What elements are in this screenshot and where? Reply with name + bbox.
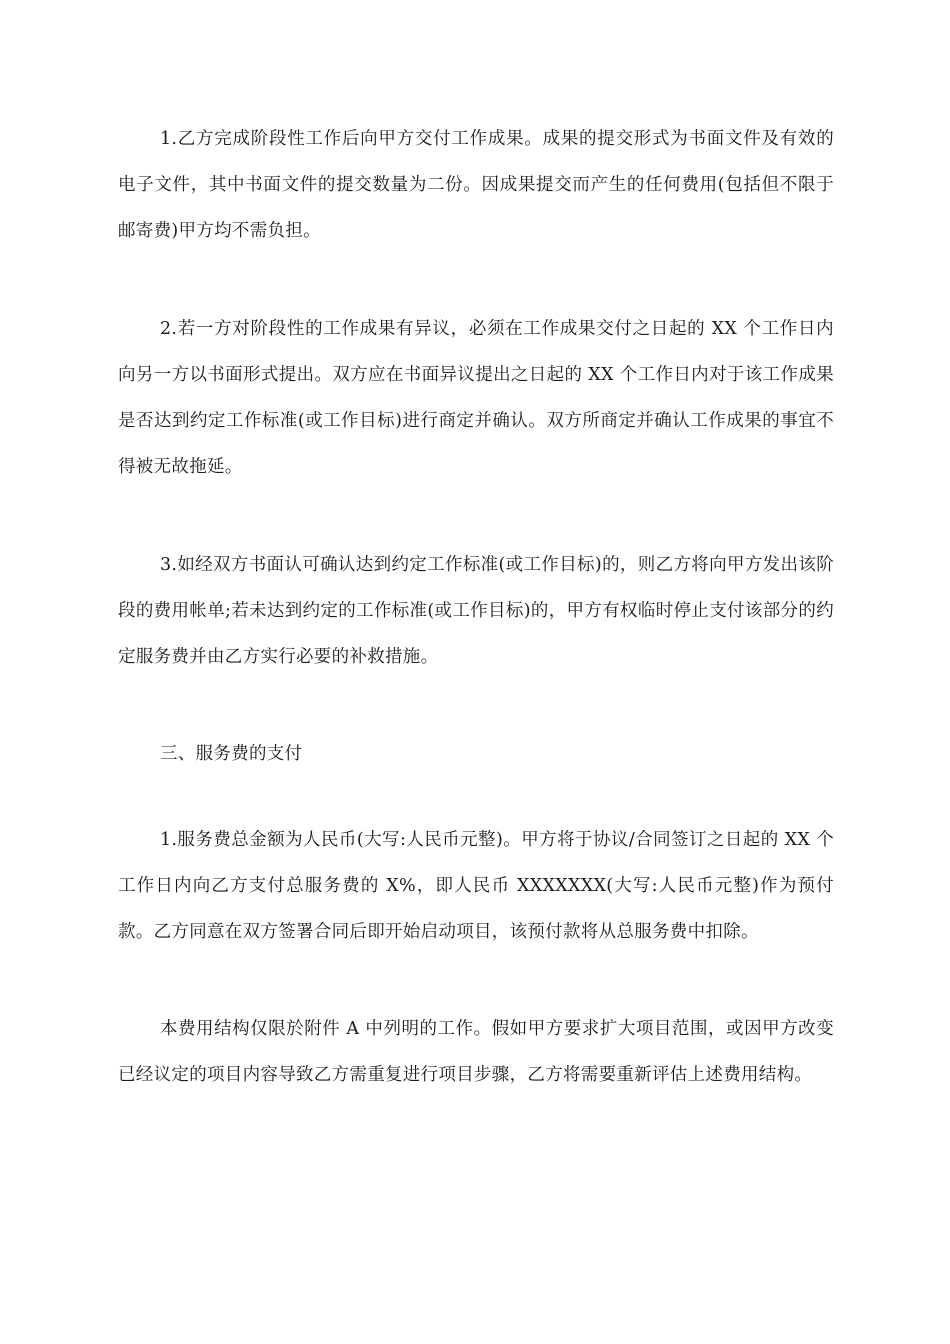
paragraph-billing-confirmation: 3.如经双方书面认可确认达到约定工作标准(或工作目标)的，则乙方将向甲方发出该阶段的费用帐单;若未达到约定的工作标准(或工作目标)的，甲方有权临时停止支付该部分的约定服务费并由乙方实行必要的补救措施。 <box>118 555 834 667</box>
paragraph-total-fee-and-advance: 1.服务费总金额为人民币(大写:人民币元整)。甲方将于协议/合同签订之日起的 XX 个工作日内向乙方支付总服务费的 X%，即人民币 XXXXXXX(大写:人民币元整)作为预付款。乙方同意在双方签署合同后即开始启动项目，该预付款将从总服务费中扣除。 <box>118 830 834 942</box>
section-heading-fee-payment: 三、服务费的支付 <box>160 744 303 764</box>
paragraph-deliverables-submission: 1.乙方完成阶段性工作后向甲方交付工作成果。成果的提交形式为书面文件及有效的电子文件，其中书面文件的提交数量为二份。因成果提交而产生的任何费用(包括但不限于邮寄费)甲方均不需负担。 <box>118 129 834 241</box>
paragraph-objection-procedure: 2.若一方对阶段性的工作成果有异议，必须在工作成果交付之日起的 XX 个工作日内向另一方以书面形式提出。双方应在书面异议提出之日起的 XX 个工作日内对于该工作成果是否达到约定工作标准(或工作目标)进行商定并确认。双方所商定并确认工作成果的事宜不得被无故拖延。 <box>118 319 834 477</box>
paragraph-fee-structure-scope: 本费用结构仅限於附件 A 中列明的工作。假如甲方要求扩大项目范围，或因甲方改变已经议定的项目内容导致乙方需重复进行项目步骤，乙方将需要重新评估上述费用结构。 <box>118 1019 834 1085</box>
